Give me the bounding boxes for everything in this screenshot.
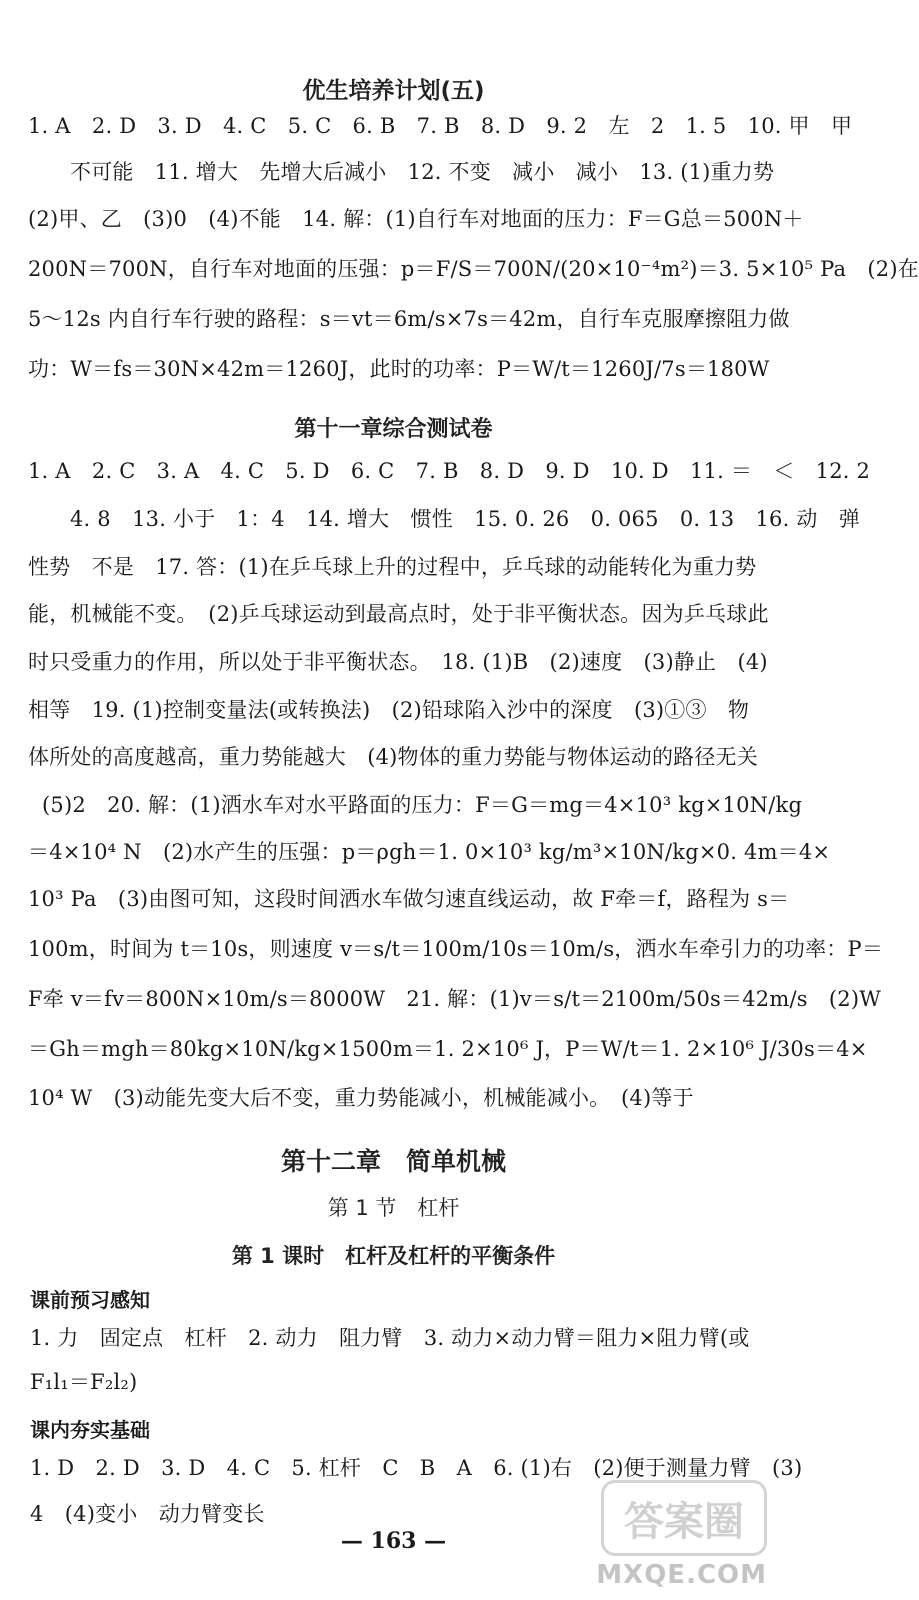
text-line: 1. D 2. D 3. D 4. C 5. 杠杆 C B A 6. (1)右 (2)便于测量力臂 (3) xyxy=(30,1456,803,1480)
text-line: 功：W＝fs＝30N×42m＝1260J，此时的功率：P＝W/t＝1260J/7s＝180W xyxy=(28,357,770,381)
text-line: ＝4×10⁴ N (2)水产生的压强：p＝ρgh＝1. 0×10³ kg/m³×10N/kg×0. 4m＝4× xyxy=(28,840,831,864)
section-title-lever: 第 1 节 杠杆 xyxy=(327,1196,460,1220)
section-title-chapter-11-test: 第十一章综合测试卷 xyxy=(294,417,493,442)
text-line: 1. A 2. C 3. A 4. C 5. D 6. C 7. B 8. D 9. D 10. D 11. ＝ ＜ 12. 2 xyxy=(28,459,871,483)
text-line: 100m，时间为 t＝10s，则速度 v＝s/t＝100m/10s＝10m/s，洒水车牵引力的功率：P＝ xyxy=(28,937,884,961)
text-line: 10⁴ W (3)动能先变大后不变，重力势能减小，机械能减小。 (4)等于 xyxy=(28,1086,694,1110)
text-line: 相等 19. (1)控制变量法(或转换法) (2)铅球陷入沙中的深度 (3)①③ 物 xyxy=(28,698,750,722)
chapter-title-simple-machines: 第十二章 简单机械 xyxy=(280,1147,506,1176)
text-line: 1. A 2. D 3. D 4. C 5. C 6. B 7. B 8. D 9. 2 左 2 1. 5 10. 甲 甲 xyxy=(28,114,853,138)
section-title-practice-5: 优生培养计划(五) xyxy=(302,78,485,104)
watermark-logo-icon: 答案圈 xyxy=(601,1480,767,1556)
page-number: — 163 — xyxy=(340,1528,447,1554)
text-line: 4. 8 13. 小于 1：4 14. 增大 惯性 15. 0. 26 0. 065 0. 13 16. 动 弹 xyxy=(70,507,860,531)
watermark-site: MXQE.COM xyxy=(596,1560,767,1590)
text-line: (5)2 20. 解：(1)洒水车对水平路面的压力：F＝G＝mg＝4×10³ kg×10N/kg xyxy=(42,793,803,817)
text-line: 1. 力 固定点 杠杆 2. 动力 阻力臂 3. 动力×动力臂＝阻力×阻力臂(或 xyxy=(30,1326,750,1350)
lesson-title: 第 1 课时 杠杆及杠杆的平衡条件 xyxy=(231,1244,556,1268)
text-line: 10³ Pa (3)由图可知，这段时间洒水车做匀速直线运动，故 F牵＝f，路程为 s＝ xyxy=(28,887,790,911)
text-line: 性势 不是 17. 答：(1)在乒乓球上升的过程中，乒乓球的动能转化为重力势 xyxy=(28,555,757,579)
text-line: ＝Gh＝mgh＝80kg×10N/kg×1500m＝1. 2×10⁶ J，P＝W/t＝1. 2×10⁶ J/30s＝4× xyxy=(28,1037,868,1061)
text-line: 200N＝700N，自行车对地面的压强：p＝F/S＝700N/(20×10⁻⁴m²)＝3. 5×10⁵ Pa (2)在 xyxy=(28,257,919,281)
subheading-preview: 课前预习感知 xyxy=(30,1288,150,1312)
text-line: (2)甲、乙 (3)0 (4)不能 14. 解：(1)自行车对地面的压力：F＝G总＝500N＋ xyxy=(28,207,804,231)
text-line: 5～12s 内自行车行驶的路程：s＝vt＝6m/s×7s＝42m，自行车克服摩擦阻力做 xyxy=(28,307,790,331)
text-line: 不可能 11. 增大 先增大后减小 12. 不变 减小 减小 13. (1)重力势 xyxy=(70,160,775,184)
text-line: 体所处的高度越高，重力势能越大 (4)物体的重力势能与物体运动的路径无关 xyxy=(28,745,758,769)
subheading-basics: 课内夯实基础 xyxy=(30,1418,150,1442)
watermark xyxy=(597,1480,767,1590)
text-line: F₁l₁＝F₂l₂) xyxy=(30,1370,138,1394)
text-line: 4 (4)变小 动力臂变长 xyxy=(30,1502,265,1526)
text-line: 时只受重力的作用，所以处于非平衡状态。 18. (1)B (2)速度 (3)静止 (4) xyxy=(28,650,768,674)
text-line: 能，机械能不变。 (2)乒乓球运动到最高点时，处于非平衡状态。因为乒乓球此 xyxy=(28,602,769,626)
text-line: F牵 v＝fv＝800N×10m/s＝8000W 21. 解：(1)v＝s/t＝2100m/50s＝42m/s (2)W xyxy=(28,987,882,1011)
